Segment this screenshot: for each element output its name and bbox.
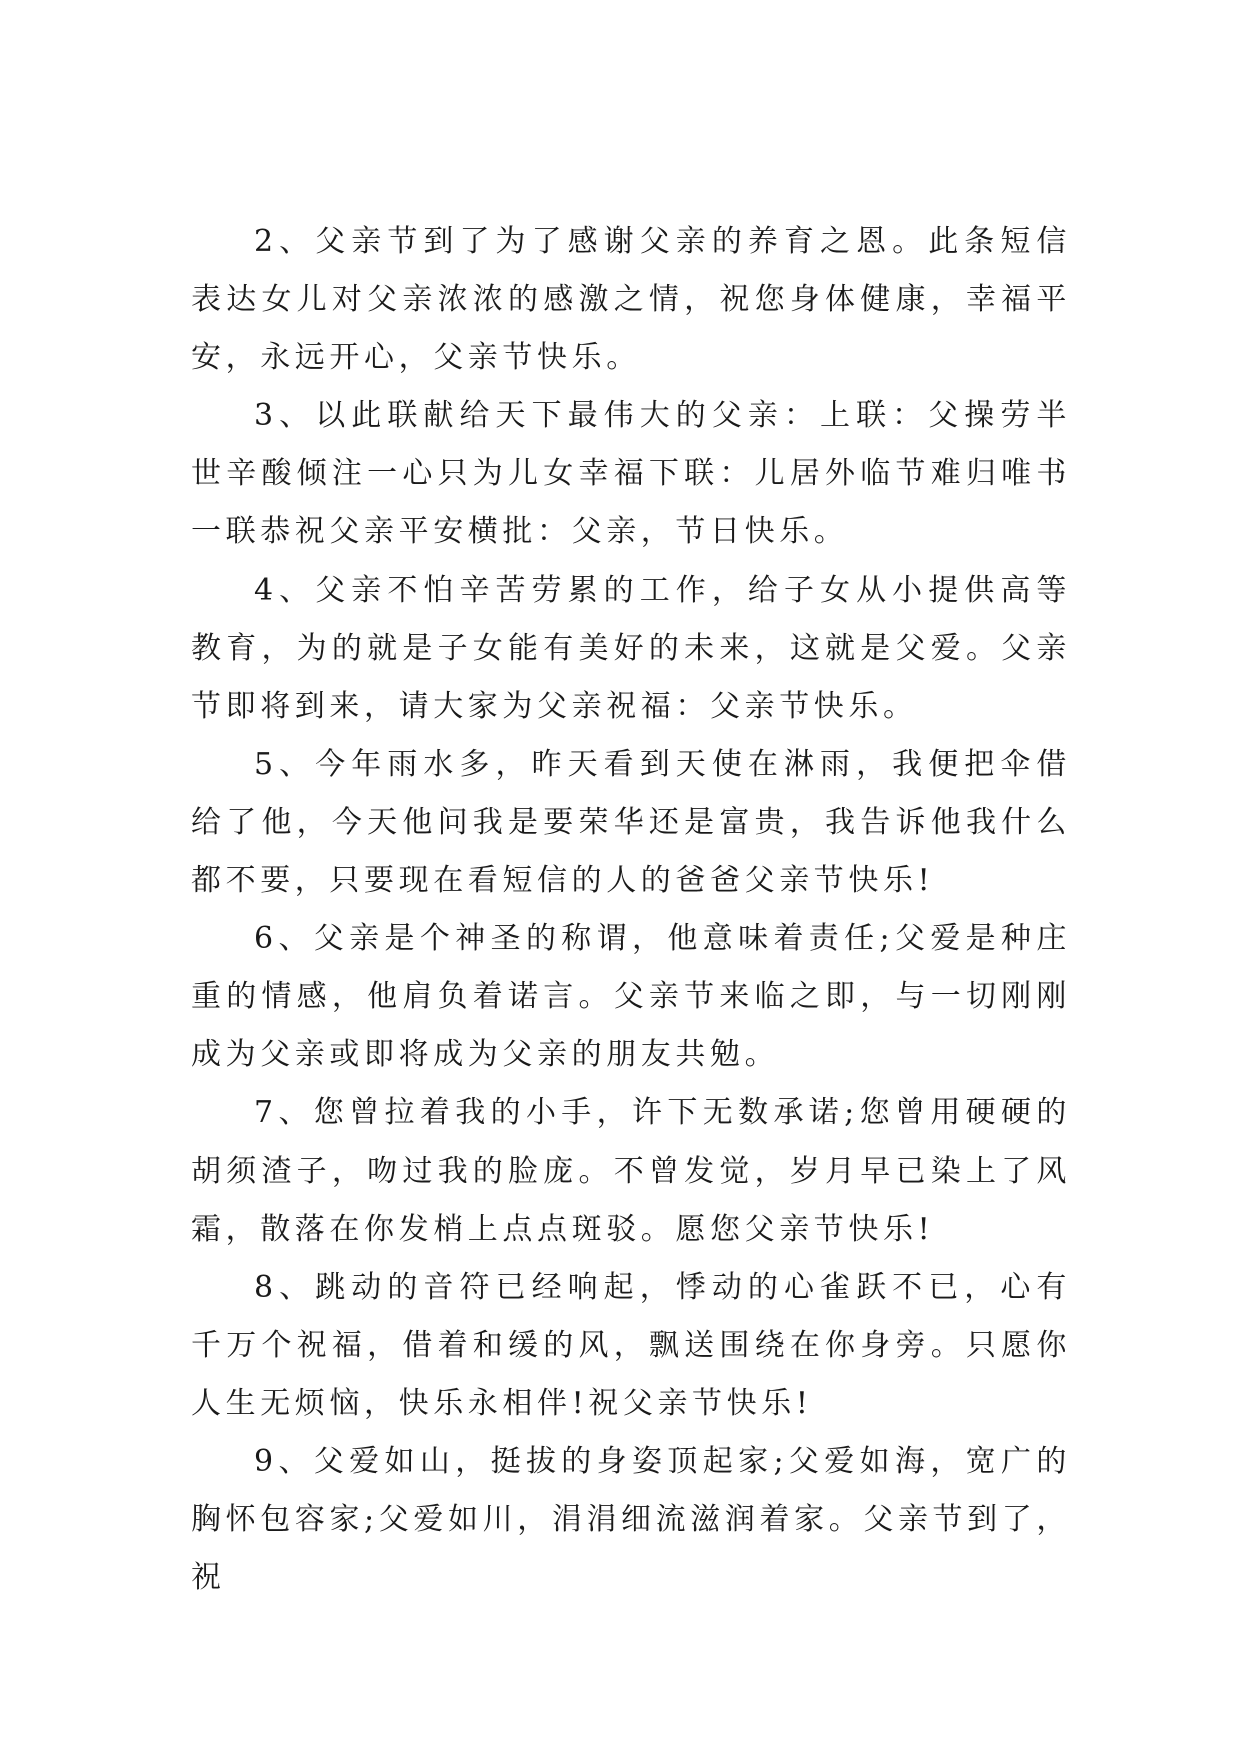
paragraph-8: 8、跳动的音符已经响起，悸动的心雀跃不已，心有千万个祝福，借着和缓的风，飘送围绕在你身旁。只愿你人生无烦恼，快乐永相伴!祝父亲节快乐!	[191, 1269, 1071, 1421]
paragraph-5: 5、今年雨水多，昨天看到天使在淋雨，我便把伞借给了他，今天他问我是要荣华还是富贵，我告诉他我什么都不要，只要现在看短信的人的爸爸父亲节快乐!	[191, 746, 1071, 899]
paragraph-7: 7、您曾拉着我的小手，许下无数承诺;您曾用硬硬的胡须渣子，吻过我的脸庞。不曾发觉，岁月早已染上了风霜，散落在你发梢上点点斑驳。愿您父亲节快乐!	[191, 1095, 1071, 1247]
paragraph-4: 4、父亲不怕辛苦劳累的工作，给子女从小提供高等教育，为的就是子女能有美好的未来，这就是父爱。父亲节即将到来，请大家为父亲祝福：父亲节快乐。	[191, 572, 1071, 724]
paragraph-6: 6、父亲是个神圣的称谓，他意味着责任;父爱是种庄重的情感，他肩负着诺言。父亲节来临之即，与一切刚刚成为父亲或即将成为父亲的朋友共勉。	[191, 921, 1071, 1073]
paragraph-9: 9、父爱如山，挺拔的身姿顶起家;父爱如海，宽广的胸怀包容家;父爱如川，涓涓细流滋润着家。父亲节到了，祝	[191, 1443, 1071, 1596]
paragraph-2: 2、父亲节到了为了感谢父亲的养育之恩。此条短信表达女儿对父亲浓浓的感激之情，祝您身体健康，幸福平安，永远开心，父亲节快乐。	[191, 224, 1071, 376]
paragraph-3: 3、以此联献给天下最伟大的父亲：上联：父操劳半世辛酸倾注一心只为儿女幸福下联：儿居外临节难归唯书一联恭祝父亲平安横批：父亲，节日快乐。	[191, 398, 1071, 550]
document-body	[191, 213, 1071, 1607]
